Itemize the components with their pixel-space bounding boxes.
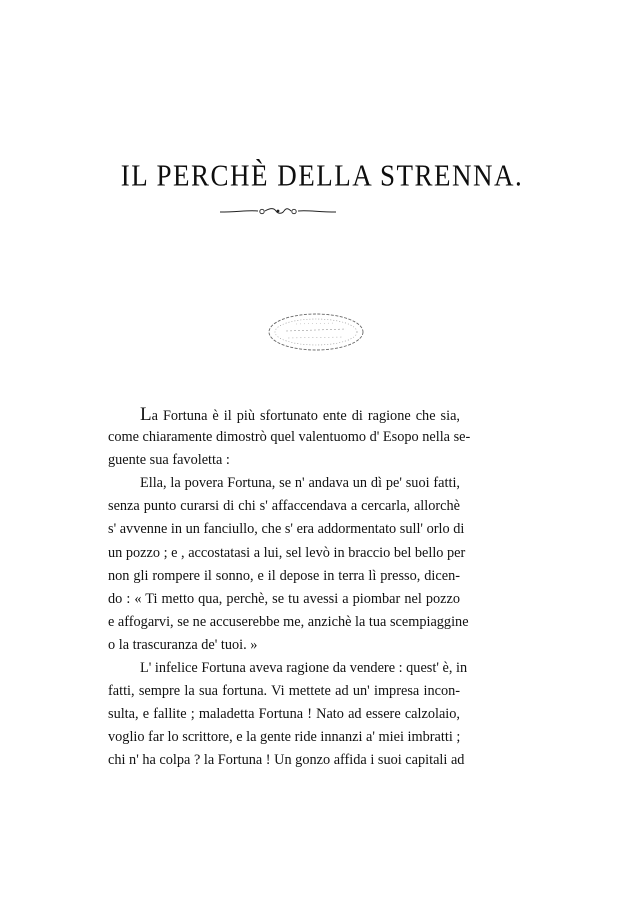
drop-cap: L (140, 404, 152, 425)
text-line: voglio far lo scrittore, e la gente ride innanzi a' miei imbratti ; (108, 729, 461, 746)
text-line: o la trascuranza de' tuoi. » (108, 636, 258, 653)
text-line: guente sua favoletta : (108, 452, 230, 469)
text-line: un pozzo ; e , accostatasi a lui, sel levò in braccio bel bello per (108, 544, 466, 561)
text-line: Ella, la povera Fortuna, se n' andava un dì pe' suoi fatti, (140, 475, 460, 492)
body-text (108, 403, 471, 773)
text-line: fatti, sempre la sua fortuna. Vi mettete ad un' impresa incon- (108, 683, 460, 700)
text-line-rest: a Fortuna è il più sfortunato ente di ragione che sia, (151, 408, 460, 424)
ornament-divider (218, 203, 338, 219)
text-line: chi n' ha colpa ? la Fortuna ! Un gonzo affida i suoi capitali ad (108, 752, 465, 769)
library-stamp (266, 311, 366, 353)
text-line: L' infelice Fortuna aveva ragione da vendere : quest' è, in (140, 660, 468, 677)
text-line: e affogarvi, se ne accuserebbe me, anzichè la tua scempiaggine (108, 613, 469, 630)
text-line: do : « Ti metto qua, perchè, se tu avessi a piombar nel pozzo (108, 590, 460, 607)
text-line: s' avvenne in un fanciullo, che s' era addormentato sull' orlo di (108, 521, 465, 538)
page-title: IL PERCHÈ DELLA STRENNA. (120, 157, 524, 193)
text-line: senza punto curarsi di chi s' affaccendava a cercarla, allorchè (108, 498, 460, 515)
text-line: non gli rompere il sonno, e il depose in terra lì presso, dicen- (108, 567, 460, 584)
text-line: sulta, e fallite ; maladetta Fortuna ! Nato ad essere calzolaio, (108, 706, 460, 723)
text-line: come chiaramente dimostrò quel valentuomo d' Esopo nella se- (108, 429, 471, 446)
text-line (108, 403, 460, 426)
